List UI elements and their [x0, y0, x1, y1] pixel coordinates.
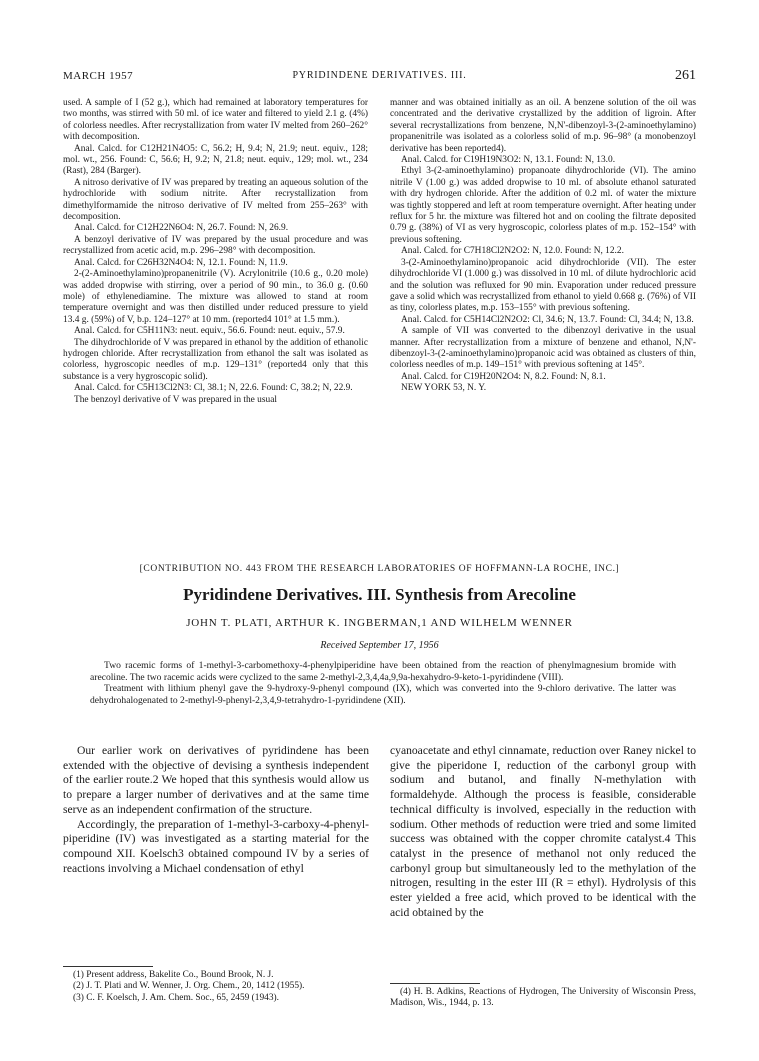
footnote: (2) J. T. Plati and W. Wenner, J. Org. Chem., 20, 1412 (1955). [73, 981, 305, 992]
footnote-rule-left [63, 966, 153, 967]
experimental-paragraph: A nitroso derivative of IV was prepared by treating an aqueous solution of the hydrochloride with sodium nitrite. After recrystallization from dimethylformamide the nitroso derivative of IV melted from 255–263° with decomposition. [63, 177, 368, 223]
experimental-column-right [390, 98, 696, 395]
experimental-paragraph: NEW YORK 53, N. Y. [401, 383, 487, 394]
received-date: Received September 17, 1956 [320, 640, 439, 651]
article-title: Pyridindene Derivatives. III. Synthesis from Arecoline [183, 585, 576, 604]
experimental-paragraph: Anal. Calcd. for C26H32N4O4: N, 12.1. Found: N, 11.9. [74, 257, 288, 268]
footnote: (1) Present address, Bakelite Co., Bound Brook, N. J. [73, 970, 274, 980]
experimental-paragraph: Anal. Calcd. for C12H22N6O4: N, 26.7. Found: N, 26.9. [74, 223, 289, 234]
experimental-paragraph: Anal. Calcd. for C12H21N4O5: C, 56.2; H, 9.4; N, 21.9; neut. equiv., 128; mol. wt., 256. Found: C, 56.6; H, 9.2; N, 21.8; neut. equiv., 129; mol. wt., 234 (Rast), 284 (Barger). [63, 143, 368, 177]
experimental-paragraph: Ethyl 3-(2-aminoethylamino) propanoate dihydrochloride (VI). The amino nitrile V (1.00 g.) was added dropwise to 10 ml. of absolute ethanol saturated with dry hydrogen chloride. After the addition of 0.2 ml. of water the mixture was tightly stoppered and left at room temperature overnight. After heating under reflux for 5 hr. the mixture was filtered hot and on cooling the filtrate deposited 0.79 g. (38%) of VI as very hygroscopic, colorless plates of m.p. 152–154° with previous softening. [390, 166, 696, 245]
experimental-column-left [63, 98, 368, 406]
running-header [63, 70, 696, 86]
experimental-paragraph: Anal. Calcd. for C7H18Cl2N2O2: N, 12.0. Found: N, 12.2. [401, 246, 624, 257]
abstract-paragraph: Treatment with lithium phenyl gave the 9-hydroxy-9-phenyl compound (IX), which was converted into the 9-chloro derivative. The latter was dehydrohalogenated to 2-methyl-9-phenyl-2,3,4,9-tetrahydro-1-pyridindene (XII). [90, 683, 676, 706]
experimental-paragraph: Anal. Calcd. for C5H11N3: neut. equiv., 56.6. Found: neut. equiv., 57.9. [74, 326, 345, 337]
experimental-paragraph: 2-(2-Aminoethylamino)propanenitrile (V). Acrylonitrile (10.6 g., 0.20 mole) was added dropwise with stirring, over a period of 90 min., to 36.0 g. (0.60 mole) of ethylenediamine. The mixture was allowed to stand at room temperature overnight and was then distilled under reduced pressure to yield 13.4 g. (59%) of V, b.p. 124–127° at 10 mm. (reported4 101° at 1.5 mm.). [63, 269, 368, 325]
footnote: (3) C. F. Koelsch, J. Am. Chem. Soc., 65, 2459 (1943). [73, 992, 280, 1003]
article-authors: JOHN T. PLATI, ARTHUR K. INGBERMAN,1 AND WILHELM WENNER [186, 617, 573, 629]
experimental-paragraph: Anal. Calcd. for C19H20N2O4: N, 8.2. Found: N, 8.1. [401, 371, 606, 382]
footnotes-left [63, 970, 369, 1004]
experimental-paragraph: 3-(2-Aminoethylamino)propanoic acid dihydrochloride (VII). The ester dihydrochloride VI (1.000 g.) was dissolved in 10 ml. of dilute hydrochloric acid and the solution was refluxed for 90 min. Evaporation under reduced pressure gave a solid which was recrystallized from ethanol to yield 0.668 g. (76%) of VII as tiny, colorless plates, m.p. 153–155° with previous softening. [390, 257, 696, 314]
contribution-line: [CONTRIBUTION NO. 443 FROM THE RESEARCH LABORATORIES OF HOFFMANN-LA ROCHE, INC.] [139, 564, 620, 574]
abstract [90, 660, 676, 706]
body-paragraph: cyanoacetate and ethyl cinnamate, reduction over Raney nickel to give the piperidone I, reduction of the carbonyl group with sodium and butanol, and finally N-methylation with formaldehyde. Although the process is feasible, considerable technical difficulty is involved, especially in the reduction with sodium. Other methods of reduction were tried and some limited success was obtained with the copper chromite catalyst.4 This catalyst in the presence of methanol not only reduced the carbonyl group but simultaneously led to the methylation of the nitrogen, resulting in the ester III (R = ethyl). Hydrolysis of this ester yielded a free acid, which proved to be identical with the acid obtained by the [390, 744, 696, 919]
experimental-paragraph: Anal. Calcd. for C19H19N3O2: N, 13.1. Found: N, 13.0. [401, 155, 616, 166]
header-date: MARCH 1957 [63, 70, 134, 82]
experimental-paragraph: manner and was obtained initially as an oil. A benzene solution of the oil was concentrated and the derivative crystallized by the addition of ligroin. After several recrystallizations from benzene, N,N'-dibenzoyl-3-(2-aminoethylamino) propanenitrile was isolated as a colorless solid of m.p. 96–98° (a monobenzoyl derivative has been reported4). [390, 98, 696, 154]
experimental-paragraph: The benzoyl derivative of V was prepared in the usual [74, 394, 277, 405]
experimental-paragraph: Anal. Calcd. for C5H14Cl2N2O2: Cl, 34.6; N, 13.7. Found: Cl, 34.4; N, 13.8. [401, 314, 694, 325]
footnotes-right [390, 987, 696, 1010]
body-column-right [390, 744, 696, 920]
header-journal-section: PYRIDINDENE DERIVATIVES. III. [292, 70, 467, 81]
experimental-paragraph: Anal. Calcd. for C5H13Cl2N3: Cl, 38.1; N, 22.6. Found: C, 38.2; N, 22.9. [74, 383, 353, 394]
page-number: 261 [675, 68, 696, 83]
footnote-rule-right [390, 983, 480, 984]
body-paragraph: Our earlier work on derivatives of pyridindene has been extended with the objective of devising a synthesis independent of the earlier route.2 We hoped that this synthesis would allow us to prepare a larger number of derivatives and at the same time serve as an independent confirmation of the structure. [63, 744, 369, 816]
experimental-paragraph: A benzoyl derivative of IV was prepared by the usual procedure and was recrystallized from acetic acid, m.p. 296–298° with decomposition. [63, 234, 368, 257]
footnote: (4) H. B. Adkins, Reactions of Hydrogen, The University of Wisconsin Press, Madison, Wis., 1944, p. 13. [390, 987, 696, 1009]
abstract-paragraph: Two racemic forms of 1-methyl-3-carbomethoxy-4-phenylpiperidine have been obtained from the reaction of phenylmagnesium bromide with arecoline. The two racemic acids were cyclized to the same 2-methyl-2,3,4,4a,9,9a-hexahydro-9-keto-1-pyridindene (VIII). [90, 660, 676, 683]
body-column-left [63, 744, 369, 876]
experimental-paragraph: The dihydrochloride of V was prepared in ethanol by the addition of ethanolic hydrogen chloride. After recrystallization from ethanol the salt was isolated as colorless, hygroscopic needles of m.p. 129–131° (reported4 only that this substance is a very hygroscopic solid). [63, 337, 368, 382]
experimental-paragraph: A sample of VII was converted to the dibenzoyl derivative in the usual manner. After recrystallization from a mixture of benzene and ethanol, N,N'-dibenzoyl-3-(2-aminoethylamino)propanoic acid was obtained as clusters of thin, colorless needles of m.p. 149–151° with previous softening at 145°. [390, 326, 696, 371]
experimental-paragraph: used. A sample of I (52 g.), which had remained at laboratory temperatures for two months, was stirred with 50 ml. of ice water and filtered to yield 2.1 g. (4%) of colorless needles. After recrystallization from water IV melted from 260–262° with decomposition. [63, 98, 368, 143]
body-paragraph: Accordingly, the preparation of 1-methyl-3-carboxy-4-phenyl-piperidine (IV) was investigated as a starting material for the compound XII. Koelsch3 obtained compound IV by a series of reactions involving a Michael condensation of ethyl [63, 817, 369, 875]
